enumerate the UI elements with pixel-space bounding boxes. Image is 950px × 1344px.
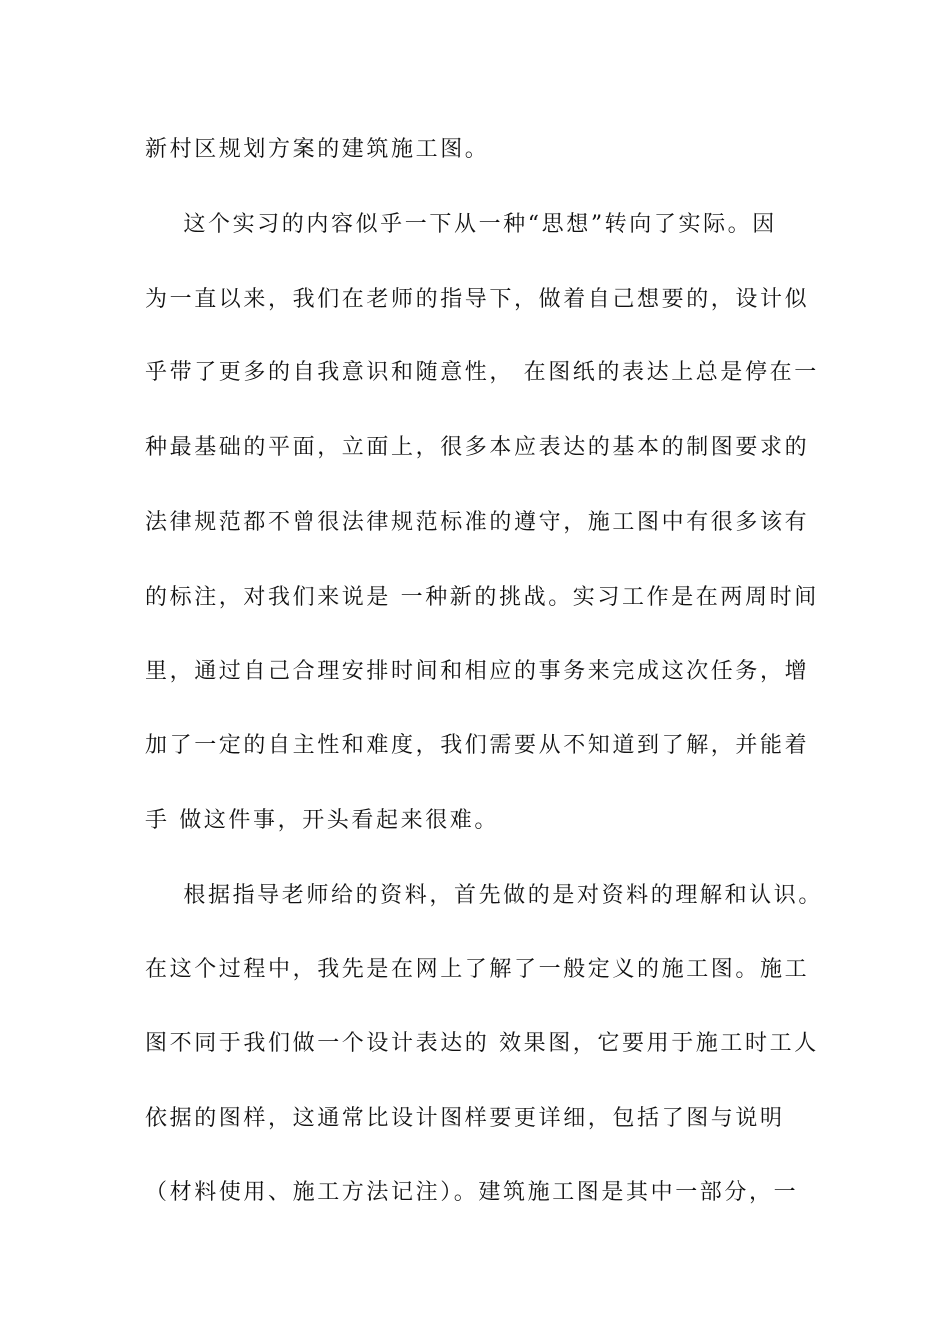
text-line: 加了一定的自主性和难度，我们需要从不知道到了解，并能着 <box>145 733 810 758</box>
text-line: 手 做这件事，开头看起来很难。 <box>145 808 499 833</box>
paragraph-start-line: 根据指导老师给的资料，首先做的是对资料的理解和认识。 <box>145 883 823 908</box>
text-line: 图不同于我们做一个设计表达的 效果图，它要用于施工时工人 <box>145 1031 819 1056</box>
paragraph-start-line: 这个实习的内容似乎一下从一种“思想”转向了实际。因 <box>145 212 777 237</box>
text-line: 在这个过程中，我先是在网上了解了一般定义的施工图。施工 <box>145 957 810 982</box>
text-line: 的标注，对我们来说是 一种新的挑战。实习工作是在两周时间 <box>145 585 819 610</box>
text-line: （材料使用、施工方法记注）。建筑施工图是其中一部分，一 <box>145 1180 799 1205</box>
text-line: 为一直以来，我们在老师的指导下，做着自己想要的，设计似 <box>145 287 810 312</box>
text-line: 法律规范都不曾很法律规范标准的遵守，施工图中有很多该有 <box>145 510 810 535</box>
text-line: 新村区规划方案的建筑施工图。 <box>145 137 490 162</box>
text-line: 里，通过自己合理安排时间和相应的事务来完成这次任务，增 <box>145 659 810 684</box>
text-line: 种最基础的平面，立面上，很多本应表达的基本的制图要求的 <box>145 435 810 460</box>
text-line: 依据的图样，这通常比设计图样要更详细，包括了图与说明 <box>145 1106 785 1131</box>
text-line: 乎带了更多的自我意识和随意性， 在图纸的表达上总是停在一 <box>145 360 819 385</box>
